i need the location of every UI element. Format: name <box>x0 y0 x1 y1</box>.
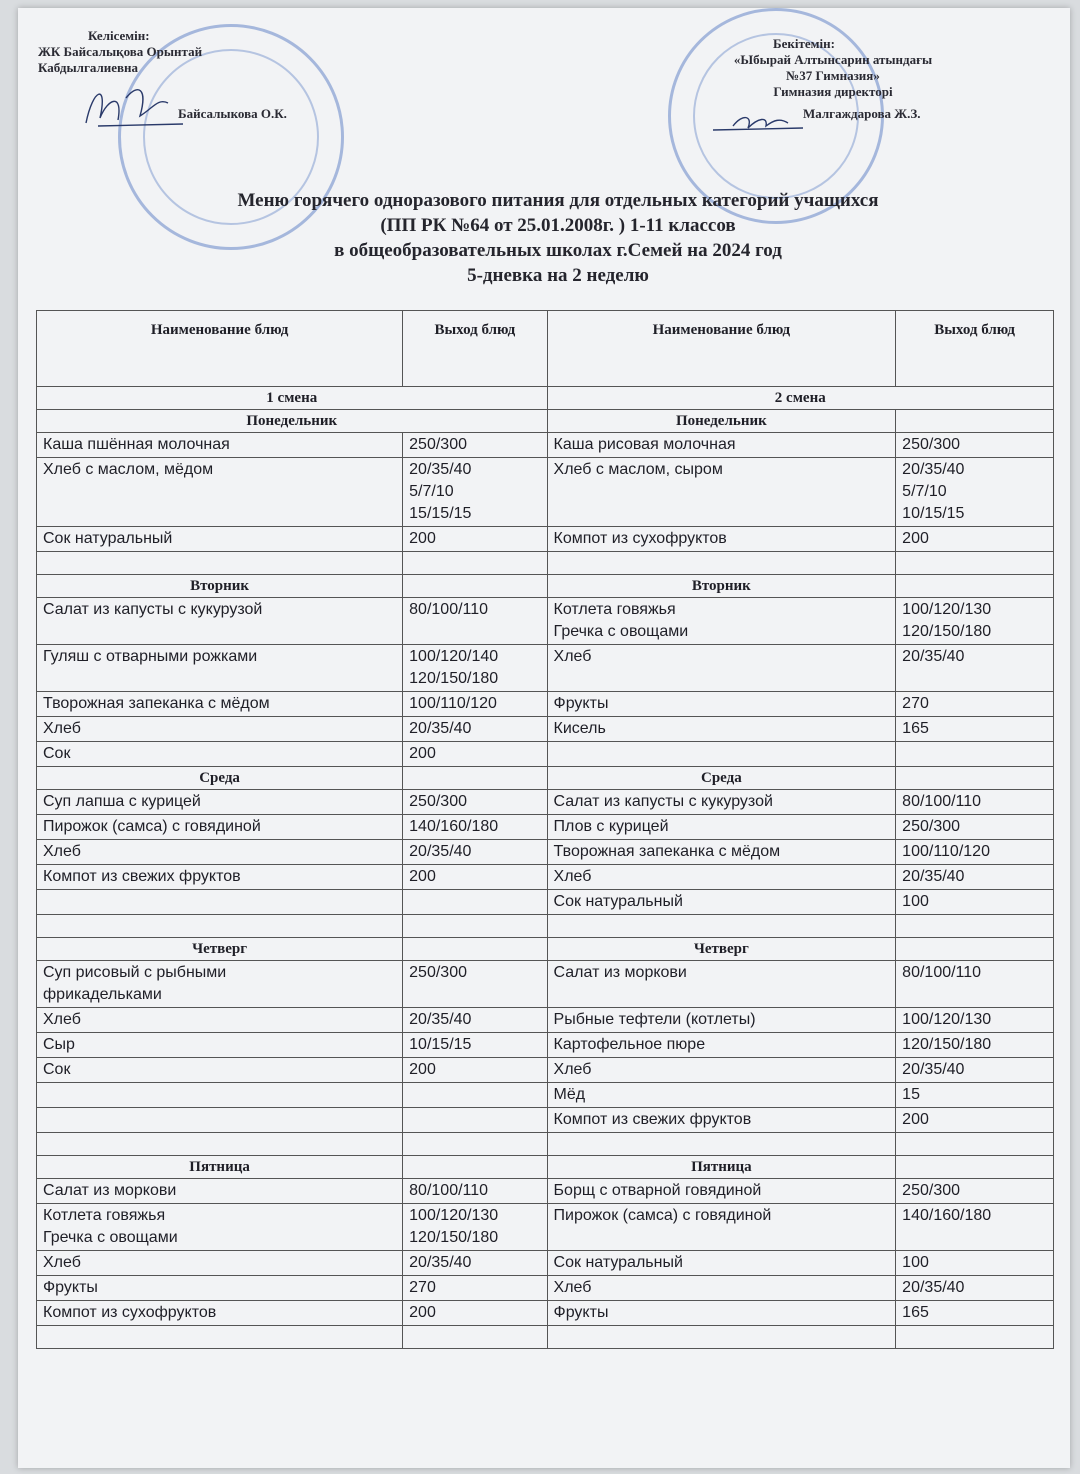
cell-line: Гречка с овощами <box>553 623 689 640</box>
dish-cell <box>547 1301 896 1326</box>
dish-cell <box>37 1108 403 1133</box>
cell-line: Гуляш с отварными рожками <box>43 648 258 665</box>
column-header-dish: Наименование блюд <box>547 311 896 387</box>
table-row <box>37 552 1054 575</box>
dish-cell <box>37 1133 403 1156</box>
dish-cell <box>37 433 403 458</box>
empty-cell <box>403 938 547 961</box>
output-cell <box>403 1251 547 1276</box>
cell-line: 20/35/40 <box>902 868 965 885</box>
dish-cell <box>37 1083 403 1108</box>
dish-cell <box>547 915 896 938</box>
dish-cell <box>37 961 403 1008</box>
table-row <box>37 692 1054 717</box>
cell-line: 100/120/130 <box>902 1011 992 1028</box>
title-line: (ПП РК №64 от 25.01.2008г. ) 1-11 классов <box>380 215 736 236</box>
output-cell <box>896 717 1054 742</box>
cell-line: Хлеб <box>43 720 81 737</box>
cell-line: 200 <box>409 530 436 547</box>
output-cell <box>896 1251 1054 1276</box>
table-row <box>37 1008 1054 1033</box>
dish-cell <box>37 840 403 865</box>
dish-cell <box>37 890 403 915</box>
table-row <box>37 815 1054 840</box>
output-cell <box>403 790 547 815</box>
cell-line: Хлеб <box>553 868 592 885</box>
cell-line: 80/100/110 <box>902 793 982 810</box>
dish-cell <box>547 598 896 645</box>
table-row <box>37 598 1054 645</box>
signature-right-icon <box>708 108 808 138</box>
dish-cell <box>547 1326 896 1349</box>
empty-cell <box>896 1156 1054 1179</box>
output-cell <box>896 961 1054 1008</box>
dish-cell <box>547 1008 896 1033</box>
cell-line: Каша пшённая молочная <box>43 436 230 453</box>
output-cell <box>896 865 1054 890</box>
dish-cell <box>37 552 403 575</box>
empty-cell <box>896 410 1054 433</box>
table-row <box>37 1108 1054 1133</box>
dish-cell <box>547 742 896 767</box>
shift-row <box>37 387 1054 410</box>
cell-line: Фрукты <box>553 1304 609 1321</box>
cell-line: 140/160/180 <box>902 1207 992 1224</box>
dish-cell <box>547 1058 896 1083</box>
day-label: Понедельник <box>37 410 548 433</box>
dish-cell <box>37 1326 403 1349</box>
shift-2-label: 2 смена <box>547 387 1053 410</box>
output-cell <box>403 815 547 840</box>
output-cell <box>896 552 1054 575</box>
signature-name: Малгаждарова Ж.З. <box>803 106 921 121</box>
cell-line: Творожная запеканка с мёдом <box>43 695 270 712</box>
cell-line: 100/120/130 <box>902 601 992 618</box>
day-label: Вторник <box>37 575 403 598</box>
output-cell <box>896 1326 1054 1349</box>
output-cell <box>403 961 547 1008</box>
cell-line: Сок <box>43 745 71 762</box>
cell-line: Котлета говяжья <box>43 1207 166 1224</box>
cell-line: 10/15/15 <box>902 505 965 522</box>
output-cell <box>896 915 1054 938</box>
approval-heading: Келісемін: <box>88 28 150 43</box>
cell-line: 120/150/180 <box>409 670 499 687</box>
dish-cell <box>37 1301 403 1326</box>
dish-cell <box>547 1251 896 1276</box>
output-cell <box>403 645 547 692</box>
signature-name: Байсалыкова О.К. <box>178 106 287 121</box>
cell-line: 250/300 <box>409 793 467 810</box>
empty-cell <box>896 575 1054 598</box>
cell-line: 200 <box>409 1304 436 1321</box>
table-row <box>37 1179 1054 1204</box>
output-cell <box>896 790 1054 815</box>
cell-line: 15/15/15 <box>409 505 472 522</box>
cell-line: 20/35/40 <box>409 461 472 478</box>
dish-cell <box>547 961 896 1008</box>
dish-cell <box>37 1008 403 1033</box>
table-row <box>37 1033 1054 1058</box>
output-cell <box>403 865 547 890</box>
output-cell <box>403 1301 547 1326</box>
dish-cell <box>547 433 896 458</box>
table-row <box>37 1083 1054 1108</box>
cell-line: Компот из сухофруктов <box>553 530 727 547</box>
table-row <box>37 645 1054 692</box>
cell-line: 200 <box>409 745 436 762</box>
cell-line: 200 <box>409 1061 436 1078</box>
cell-line: Борщ с отварной говядиной <box>553 1182 762 1199</box>
table-row <box>37 1276 1054 1301</box>
day-label: Пятница <box>547 1156 896 1179</box>
cell-line: Плов с курицей <box>553 818 669 835</box>
cell-line: Пирожок (самса) с говядиной <box>43 818 261 835</box>
table-row <box>37 742 1054 767</box>
cell-line: 200 <box>902 530 929 547</box>
output-cell <box>896 1204 1054 1251</box>
cell-line: Хлеб <box>553 1061 592 1078</box>
title-line: 5-дневка на 2 неделю <box>467 265 649 286</box>
cell-line: Хлеб с маслом, сыром <box>553 461 723 478</box>
output-cell <box>896 1008 1054 1033</box>
cell-line: 250/300 <box>409 964 467 981</box>
dish-cell <box>37 1276 403 1301</box>
cell-line: Сок натуральный <box>553 1254 683 1271</box>
cell-line: Суп рисовый с рыбными <box>43 964 227 981</box>
cell-line: Кисель <box>553 720 606 737</box>
output-cell <box>896 1301 1054 1326</box>
cell-line: Хлеб <box>43 1011 81 1028</box>
cell-line: Салат из моркови <box>43 1182 177 1199</box>
cell-line: Сок натуральный <box>553 893 683 910</box>
cell-line: 20/35/40 <box>902 1061 965 1078</box>
output-cell <box>896 1179 1054 1204</box>
output-cell <box>896 890 1054 915</box>
dish-cell <box>547 1204 896 1251</box>
day-header-row <box>37 767 1054 790</box>
output-cell <box>896 1058 1054 1083</box>
output-cell <box>896 840 1054 865</box>
output-cell <box>403 527 547 552</box>
dish-cell <box>547 840 896 865</box>
cell-line: 20/35/40 <box>409 1254 472 1271</box>
cell-line: Салат из капусты с кукурузой <box>43 601 263 618</box>
cell-line: Картофельное пюре <box>553 1036 706 1053</box>
output-cell <box>403 1058 547 1083</box>
day-label: Четверг <box>547 938 896 961</box>
day-label: Вторник <box>547 575 896 598</box>
output-cell <box>896 433 1054 458</box>
output-cell <box>896 815 1054 840</box>
dish-cell <box>37 742 403 767</box>
document-title <box>78 188 1038 288</box>
output-cell <box>896 692 1054 717</box>
dish-cell <box>547 717 896 742</box>
cell-line: 120/150/180 <box>902 1036 992 1053</box>
output-cell <box>896 1083 1054 1108</box>
dish-cell <box>37 815 403 840</box>
table-row <box>37 458 1054 527</box>
output-cell <box>896 1033 1054 1058</box>
dish-cell <box>37 865 403 890</box>
cell-line: 5/7/10 <box>902 483 947 500</box>
dish-cell <box>37 1251 403 1276</box>
cell-line: 5/7/10 <box>409 483 454 500</box>
table-row <box>37 1326 1054 1349</box>
cell-line: Фрукты <box>553 695 609 712</box>
cell-line: 120/150/180 <box>409 1229 499 1246</box>
cell-line: 270 <box>409 1279 436 1296</box>
cell-line: Фрукты <box>43 1279 98 1296</box>
table-row <box>37 717 1054 742</box>
cell-line: 100/120/140 <box>409 648 499 665</box>
cell-line: 200 <box>902 1111 929 1128</box>
column-header-output: Выход блюд <box>403 311 547 387</box>
table-row <box>37 840 1054 865</box>
output-cell <box>403 1326 547 1349</box>
cell-line: 100 <box>902 893 929 910</box>
output-cell <box>403 1133 547 1156</box>
table-row <box>37 1301 1054 1326</box>
table-row <box>37 1133 1054 1156</box>
cell-line: 20/35/40 <box>409 1011 472 1028</box>
table-row <box>37 865 1054 890</box>
output-cell <box>896 598 1054 645</box>
cell-line: 20/35/40 <box>409 843 472 860</box>
menu-table-body <box>37 410 1054 1349</box>
table-row <box>37 1058 1054 1083</box>
dish-cell <box>547 1033 896 1058</box>
table-row <box>37 433 1054 458</box>
cell-line: Суп лапша с курицей <box>43 793 201 810</box>
cell-line: Хлеб <box>43 843 81 860</box>
table-header-row <box>37 311 1054 387</box>
title-line: в общеобразовательных школах г.Семей на 2024 год <box>334 240 782 261</box>
approval-line: ЖК Байсалықова Орынтай <box>38 44 203 59</box>
cell-line: Салат из моркови <box>553 964 687 981</box>
output-cell <box>896 1133 1054 1156</box>
empty-cell <box>403 575 547 598</box>
cell-line: Гречка с овощами <box>43 1229 178 1246</box>
dish-cell <box>547 692 896 717</box>
output-cell <box>403 1108 547 1133</box>
cell-line: 250/300 <box>409 436 467 453</box>
dish-cell <box>547 815 896 840</box>
cell-line: Хлеб <box>553 648 592 665</box>
output-cell <box>403 890 547 915</box>
output-cell <box>403 1204 547 1251</box>
table-row <box>37 915 1054 938</box>
table-row <box>37 527 1054 552</box>
cell-line: 15 <box>902 1086 920 1103</box>
day-label: Среда <box>547 767 896 790</box>
output-cell <box>403 1008 547 1033</box>
dish-cell <box>37 527 403 552</box>
dish-cell <box>547 1276 896 1301</box>
table-row <box>37 961 1054 1008</box>
output-cell <box>896 458 1054 527</box>
cell-line: Хлеб <box>43 1254 81 1271</box>
output-cell <box>403 692 547 717</box>
dish-cell <box>37 790 403 815</box>
dish-cell <box>547 458 896 527</box>
cell-line: Компот из сухофруктов <box>43 1304 217 1321</box>
menu-sheet <box>18 8 1070 1468</box>
output-cell <box>403 717 547 742</box>
dish-cell <box>547 890 896 915</box>
dish-cell <box>547 527 896 552</box>
cell-line: Рыбные тефтели (котлеты) <box>553 1011 756 1028</box>
shift-1-label: 1 смена <box>37 387 548 410</box>
cell-line: 100 <box>902 1254 929 1271</box>
signature-left-icon <box>78 78 188 138</box>
table-row <box>37 1251 1054 1276</box>
cell-line: 100/120/130 <box>409 1207 499 1224</box>
day-label: Среда <box>37 767 403 790</box>
cell-line: 80/100/110 <box>409 1182 489 1199</box>
cell-line: 250/300 <box>902 436 961 453</box>
dish-cell <box>547 1133 896 1156</box>
cell-line: 100/110/120 <box>409 695 497 712</box>
cell-line: 120/150/180 <box>902 623 992 640</box>
dish-cell <box>37 458 403 527</box>
day-header-row <box>37 1156 1054 1179</box>
output-cell <box>403 742 547 767</box>
output-cell <box>403 915 547 938</box>
dish-cell <box>547 1179 896 1204</box>
cell-line: Мёд <box>553 1086 586 1103</box>
cell-line: 20/35/40 <box>902 461 965 478</box>
cell-line: 140/160/180 <box>409 818 499 835</box>
cell-line: Творожная запеканка с мёдом <box>553 843 781 860</box>
dish-cell <box>37 1179 403 1204</box>
cell-line: 20/35/40 <box>902 648 965 665</box>
cell-line: Салат из капусты с кукурузой <box>553 793 773 810</box>
output-cell <box>403 552 547 575</box>
cell-line: 100/110/120 <box>902 843 990 860</box>
cell-line: Компот из свежих фруктов <box>43 868 241 885</box>
cell-line: 80/100/110 <box>409 601 489 618</box>
cell-line: 165 <box>902 1304 929 1321</box>
dish-cell <box>37 1204 403 1251</box>
empty-cell <box>403 767 547 790</box>
cell-line: 20/35/40 <box>902 1279 965 1296</box>
dish-cell <box>37 598 403 645</box>
output-cell <box>403 458 547 527</box>
cell-line: Каша рисовая молочная <box>553 436 736 453</box>
empty-cell <box>403 1156 547 1179</box>
empty-cell <box>896 767 1054 790</box>
output-cell <box>403 1083 547 1108</box>
output-cell <box>403 433 547 458</box>
cell-line: 80/100/110 <box>902 964 982 981</box>
dish-cell <box>547 1108 896 1133</box>
dish-cell <box>37 1058 403 1083</box>
cell-line: Хлеб с маслом, мёдом <box>43 461 214 478</box>
cell-line: 165 <box>902 720 929 737</box>
table-row <box>37 790 1054 815</box>
cell-line: 270 <box>902 695 929 712</box>
dish-cell <box>547 552 896 575</box>
column-header-output: Выход блюд <box>896 311 1054 387</box>
output-cell <box>403 1033 547 1058</box>
day-label: Пятница <box>37 1156 403 1179</box>
cell-line: Сыр <box>43 1036 75 1053</box>
day-header-row <box>37 575 1054 598</box>
approval-line: «Ыбырай Алтынсарин атындағы <box>733 52 933 67</box>
day-header-row <box>37 938 1054 961</box>
cell-line: 250/300 <box>902 818 961 835</box>
day-header-row <box>37 410 1054 433</box>
dish-cell <box>547 790 896 815</box>
column-header-dish: Наименование блюд <box>37 311 403 387</box>
dish-cell <box>37 1033 403 1058</box>
output-cell <box>896 645 1054 692</box>
output-cell <box>896 1276 1054 1301</box>
output-cell <box>896 527 1054 552</box>
cell-line: 20/35/40 <box>409 720 472 737</box>
empty-cell <box>896 938 1054 961</box>
dish-cell <box>37 915 403 938</box>
cell-line: фрикадельками <box>43 986 162 1003</box>
output-cell <box>403 1276 547 1301</box>
cell-line: Компот из свежих фруктов <box>553 1111 752 1128</box>
cell-line: Хлеб <box>553 1279 592 1296</box>
dish-cell <box>37 645 403 692</box>
cell-line: 200 <box>409 868 436 885</box>
output-cell <box>403 1179 547 1204</box>
menu-table <box>36 310 1054 1349</box>
approval-heading: Бекітемін: <box>773 36 835 51</box>
cell-line: Сок натуральный <box>43 530 173 547</box>
table-row <box>37 890 1054 915</box>
dish-cell <box>547 865 896 890</box>
cell-line: 250/300 <box>902 1182 961 1199</box>
approval-line: Гимназия директорі <box>773 84 893 99</box>
title-line: Меню горячего одноразового питания для отдельных категорий учащихся <box>237 190 879 211</box>
output-cell <box>403 840 547 865</box>
cell-line: Пирожок (самса) с говядиной <box>553 1207 772 1224</box>
approval-line: №37 Гимназия» <box>786 68 880 83</box>
approval-line: Кабдылгалиевна <box>38 60 139 75</box>
output-cell <box>403 598 547 645</box>
output-cell <box>896 1108 1054 1133</box>
table-row <box>37 1204 1054 1251</box>
cell-line: 10/15/15 <box>409 1036 472 1053</box>
output-cell <box>896 742 1054 767</box>
dish-cell <box>37 717 403 742</box>
cell-line: Сок <box>43 1061 71 1078</box>
dish-cell <box>37 692 403 717</box>
dish-cell <box>547 645 896 692</box>
day-label: Четверг <box>37 938 403 961</box>
day-label: Понедельник <box>547 410 896 433</box>
cell-line: Котлета говяжья <box>553 601 676 618</box>
dish-cell <box>547 1083 896 1108</box>
